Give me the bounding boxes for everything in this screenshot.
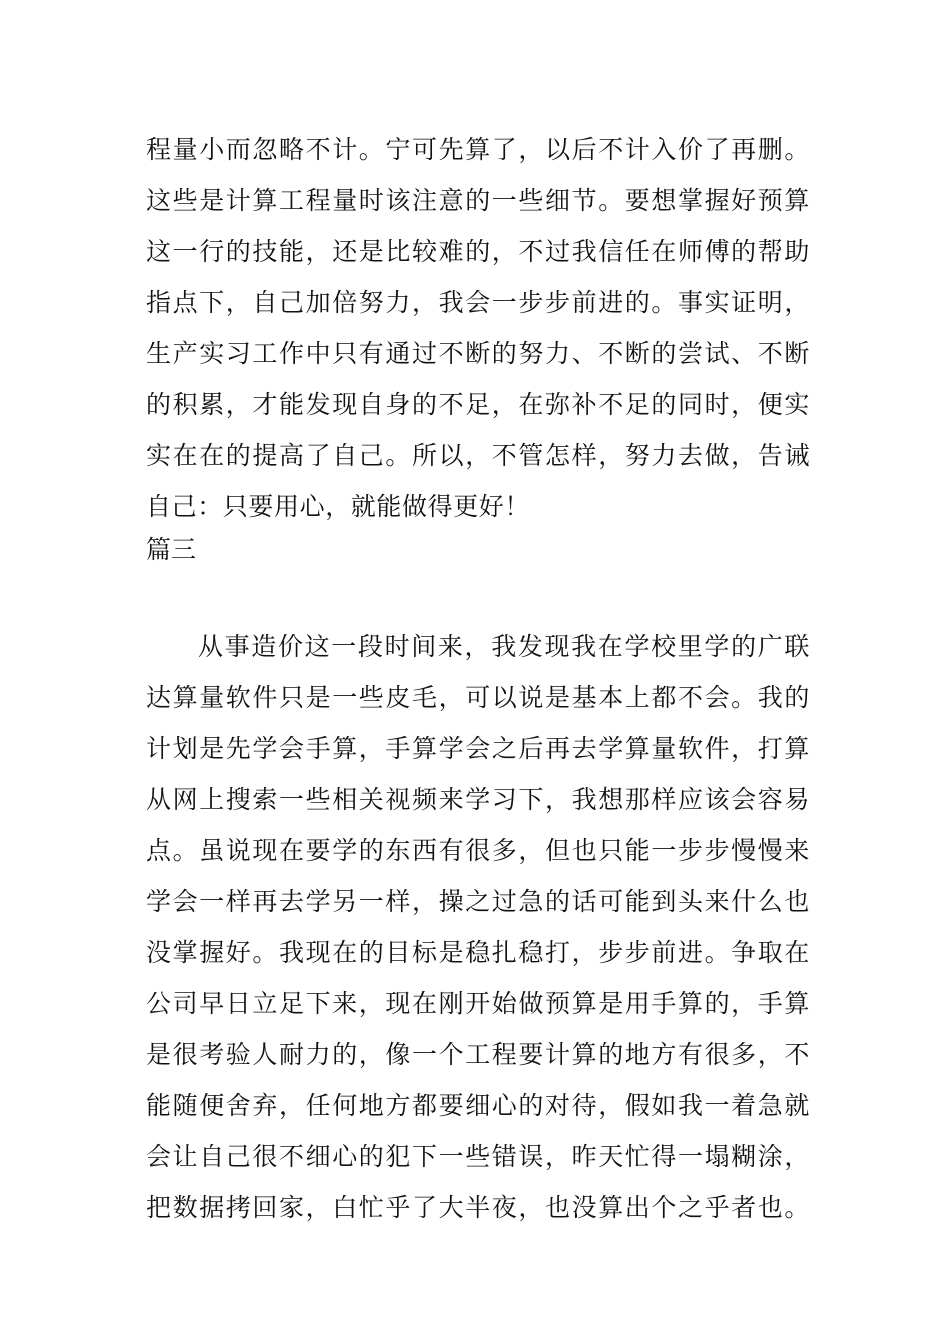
text-line: 这些是计算工程量时该注意的一些细节。要想掌握好预算 bbox=[146, 186, 810, 215]
text-line: 计划是先学会手算，手算学会之后再去学算量软件，打算 bbox=[146, 734, 810, 763]
text-line: 的积累，才能发现自身的不足，在弥补不足的同时，便实 bbox=[146, 390, 810, 419]
text-line: 程量小而忽略不计。宁可先算了，以后不计入价了再删。 bbox=[146, 135, 810, 164]
text-line: 自己：只要用心，就能做得更好！ bbox=[146, 492, 531, 521]
text-line: 这一行的技能，还是比较难的，不过我信任在师傅的帮助 bbox=[146, 237, 810, 266]
section-heading: 篇三 bbox=[146, 535, 197, 564]
text-line: 公司早日立足下来，现在刚开始做预算是用手算的，手算 bbox=[146, 989, 810, 1018]
text-line: 会让自己很不细心的犯下一些错误，昨天忙得一塌糊涂， bbox=[146, 1142, 810, 1171]
text-line: 指点下，自己加倍努力，我会一步步前进的。事实证明， bbox=[146, 288, 810, 317]
text-line: 是很考验人耐力的，像一个工程要计算的地方有很多，不 bbox=[146, 1040, 810, 1069]
paragraph-section-three bbox=[146, 621, 810, 1233]
text-line: 实在在的提高了自己。所以，不管怎样，努力去做，告诫 bbox=[146, 441, 810, 470]
text-line: 从网上搜索一些相关视频来学习下，我想那样应该会容易 bbox=[146, 785, 810, 814]
text-line: 能随便舍弃，任何地方都要细心的对待，假如我一着急就 bbox=[146, 1091, 810, 1120]
text-line: 点。虽说现在要学的东西有很多，但也只能一步步慢慢来 bbox=[146, 836, 810, 865]
text-line: 从事造价这一段时间来，我发现我在学校里学的广联 bbox=[198, 632, 810, 661]
text-line: 学会一样再去学另一样，操之过急的话可能到头来什么也 bbox=[146, 887, 810, 916]
text-line: 生产实习工作中只有通过不断的努力、不断的尝试、不断 bbox=[146, 339, 810, 368]
text-line: 没掌握好。我现在的目标是稳扎稳打，步步前进。争取在 bbox=[146, 938, 810, 967]
text-line: 把数据拷回家，白忙乎了大半夜，也没算出个之乎者也。 bbox=[146, 1193, 810, 1222]
paragraph-continued bbox=[146, 124, 810, 532]
text-line: 达算量软件只是一些皮毛，可以说是基本上都不会。我的 bbox=[146, 683, 810, 712]
